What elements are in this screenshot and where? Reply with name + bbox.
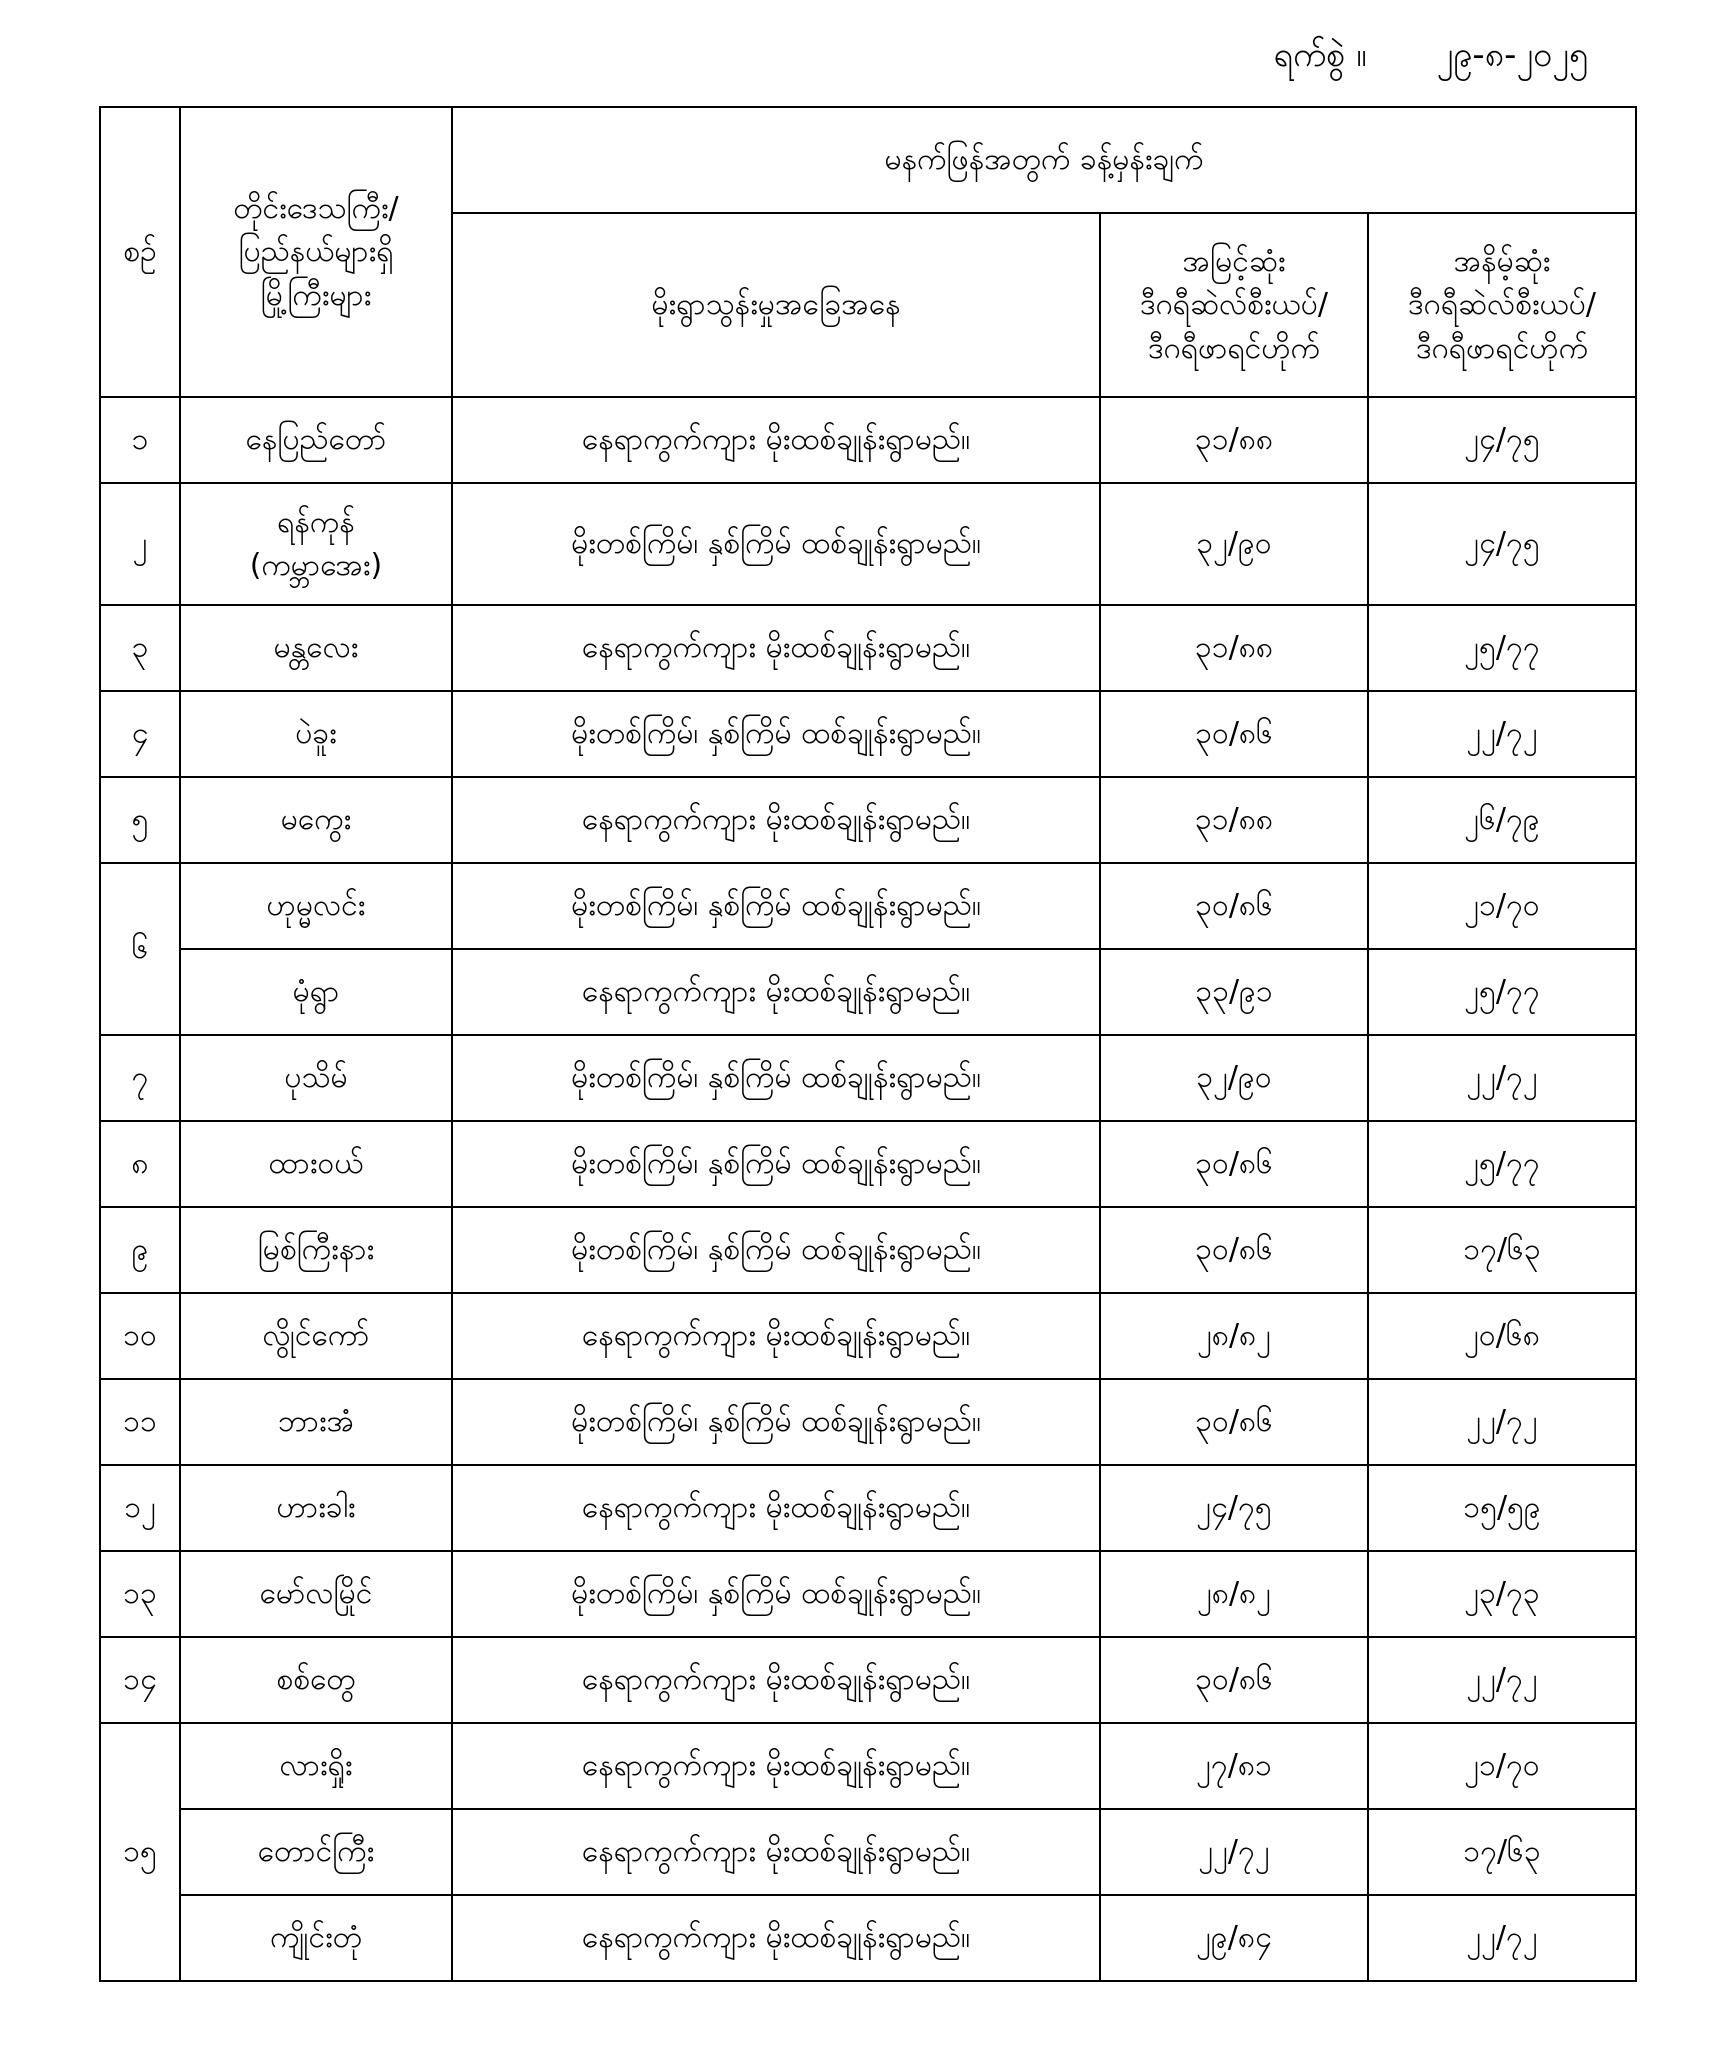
cell-min: ၂၁/၇၀ bbox=[1368, 1723, 1636, 1809]
table-row bbox=[100, 1551, 1636, 1637]
cell-max: ၃၂/၉၀ bbox=[1100, 483, 1368, 605]
table-row bbox=[100, 691, 1636, 777]
cell-condition: မိုးတစ်ကြိမ်၊ နှစ်ကြိမ် ထစ်ချုန်းရွာမည်။ bbox=[452, 1379, 1100, 1465]
cell-no: ၁၂ bbox=[100, 1465, 180, 1551]
cell-min: ၂၂/၇၂ bbox=[1368, 1379, 1636, 1465]
date-label: ရက်စွဲ ။ bbox=[1273, 35, 1367, 75]
header-no: စဉ် bbox=[100, 107, 180, 397]
cell-condition: မိုးတစ်ကြိမ်၊ နှစ်ကြိမ် ထစ်ချုန်းရွာမည်။ bbox=[452, 691, 1100, 777]
cell-min: ၁၇/၆၃ bbox=[1368, 1809, 1636, 1895]
cell-max: ၃၀/၈၆ bbox=[1100, 1121, 1368, 1207]
cell-max: ၃၃/၉၁ bbox=[1100, 949, 1368, 1035]
cell-condition: နေရာကွက်ကျား မိုးထစ်ချုန်းရွာမည်။ bbox=[452, 1895, 1100, 1981]
cell-min: ၂၁/၇၀ bbox=[1368, 863, 1636, 949]
cell-min: ၂၂/၇၂ bbox=[1368, 1895, 1636, 1981]
cell-city: မုံရွာ bbox=[180, 949, 452, 1035]
cell-min: ၂၅/၇၇ bbox=[1368, 1121, 1636, 1207]
header-min-line-1: အနိမ့်ဆုံး bbox=[1453, 243, 1551, 279]
cell-max: ၂၄/၇၅ bbox=[1100, 1465, 1368, 1551]
table-row bbox=[100, 605, 1636, 691]
cell-min: ၁၇/၆၃ bbox=[1368, 1207, 1636, 1293]
cell-condition: နေရာကွက်ကျား မိုးထစ်ချုန်းရွာမည်။ bbox=[452, 605, 1100, 691]
cell-condition: မိုးတစ်ကြိမ်၊ နှစ်ကြိမ် ထစ်ချုန်းရွာမည်။ bbox=[452, 863, 1100, 949]
cell-condition: နေရာကွက်ကျား မိုးထစ်ချုန်းရွာမည်။ bbox=[452, 1723, 1100, 1809]
cell-city: တောင်ကြီး bbox=[180, 1809, 452, 1895]
cell-city: ကျိုင်းတုံ bbox=[180, 1895, 452, 1981]
header-condition: မိုးရွာသွန်းမှုအခြေအနေ bbox=[452, 213, 1100, 397]
cell-condition: နေရာကွက်ကျား မိုးထစ်ချုန်းရွာမည်။ bbox=[452, 1637, 1100, 1723]
cell-min: ၂၂/၇၂ bbox=[1368, 691, 1636, 777]
cell-min: ၂၂/၇၂ bbox=[1368, 1637, 1636, 1723]
cell-max: ၃၀/၈၆ bbox=[1100, 1207, 1368, 1293]
table-row bbox=[100, 949, 1636, 1035]
cell-min: ၂၄/၇၅ bbox=[1368, 483, 1636, 605]
cell-city: လွိုင်ကော် bbox=[180, 1293, 452, 1379]
cell-no: ၃ bbox=[100, 605, 180, 691]
header-max bbox=[1100, 213, 1368, 397]
cell-condition: မိုးတစ်ကြိမ်၊ နှစ်ကြိမ် ထစ်ချုန်းရွာမည်။ bbox=[452, 1551, 1100, 1637]
table-row bbox=[100, 483, 1636, 605]
cell-min: ၂၀/၆၈ bbox=[1368, 1293, 1636, 1379]
cell-min: ၁၅/၅၉ bbox=[1368, 1465, 1636, 1551]
cell-city: ဟားခါး bbox=[180, 1465, 452, 1551]
cell-city-note: (ကမ္ဘာအေး) bbox=[249, 548, 383, 583]
cell-city: ပုသိမ် bbox=[180, 1035, 452, 1121]
table-row bbox=[100, 1895, 1636, 1981]
header-min-line-3: ဒီဂရီဖာရင်ဟိုက် bbox=[1415, 330, 1589, 366]
table-row bbox=[100, 1723, 1636, 1809]
cell-max: ၃၁/၈၈ bbox=[1100, 605, 1368, 691]
cell-city: မကွေး bbox=[180, 777, 452, 863]
cell-no: ၁ bbox=[100, 397, 180, 483]
cell-condition: မိုးတစ်ကြိမ်၊ နှစ်ကြိမ် ထစ်ချုန်းရွာမည်။ bbox=[452, 1207, 1100, 1293]
cell-no: ၁၃ bbox=[100, 1551, 180, 1637]
cell-city: မော်လမြိုင် bbox=[180, 1551, 452, 1637]
cell-no: ၉ bbox=[100, 1207, 180, 1293]
cell-condition: နေရာကွက်ကျား မိုးထစ်ချုန်းရွာမည်။ bbox=[452, 1465, 1100, 1551]
forecast-table bbox=[99, 106, 1637, 1982]
cell-max: ၃၁/၈၈ bbox=[1100, 777, 1368, 863]
cell-city bbox=[180, 483, 452, 605]
cell-city: ပဲခူး bbox=[180, 691, 452, 777]
cell-city: လားရှိုး bbox=[180, 1723, 452, 1809]
document-date bbox=[1274, 32, 1588, 83]
header-city bbox=[180, 107, 452, 397]
table-row bbox=[100, 1379, 1636, 1465]
header-max-line-1: အမြင့်ဆုံး bbox=[1182, 243, 1286, 279]
header-forecast-group: မနက်ဖြန်အတွက် ခန့်မှန်းချက် bbox=[452, 107, 1636, 213]
table-row bbox=[100, 1293, 1636, 1379]
cell-no: ၇ bbox=[100, 1035, 180, 1121]
table-row bbox=[100, 1809, 1636, 1895]
cell-city-name: ရန်ကုန် bbox=[277, 504, 355, 540]
cell-min: ၂၅/၇၇ bbox=[1368, 949, 1636, 1035]
cell-city: ထားဝယ် bbox=[180, 1121, 452, 1207]
cell-max: ၂၈/၈၂ bbox=[1100, 1551, 1368, 1637]
header-min-line-2: ဒီဂရီဆဲလ်စီးယပ်/ bbox=[1408, 287, 1596, 323]
cell-no: ၆ bbox=[100, 863, 180, 1035]
header-row-top bbox=[100, 107, 1636, 213]
cell-condition: မိုးတစ်ကြိမ်၊ နှစ်ကြိမ် ထစ်ချုန်းရွာမည်။ bbox=[452, 1121, 1100, 1207]
header-city-line-3: မြို့ကြီးများ bbox=[260, 277, 372, 313]
cell-max: ၃၀/၈၆ bbox=[1100, 1379, 1368, 1465]
cell-no: ၅ bbox=[100, 777, 180, 863]
cell-city: မန္တလေး bbox=[180, 605, 452, 691]
cell-no: ၈ bbox=[100, 1121, 180, 1207]
table-row bbox=[100, 863, 1636, 949]
header-min bbox=[1368, 213, 1636, 397]
cell-max: ၂၂/၇၂ bbox=[1100, 1809, 1368, 1895]
cell-max: ၃၀/၈၆ bbox=[1100, 863, 1368, 949]
cell-no: ၁၁ bbox=[100, 1379, 180, 1465]
header-city-line-2: ပြည်နယ်များရှိ bbox=[238, 234, 394, 270]
cell-condition: မိုးတစ်ကြိမ်၊ နှစ်ကြိမ် ထစ်ချုန်းရွာမည်။ bbox=[452, 483, 1100, 605]
cell-city: နေပြည်တော် bbox=[180, 397, 452, 483]
cell-max: ၂၇/၈၁ bbox=[1100, 1723, 1368, 1809]
table-row bbox=[100, 1637, 1636, 1723]
cell-condition: နေရာကွက်ကျား မိုးထစ်ချုန်းရွာမည်။ bbox=[452, 1809, 1100, 1895]
cell-no: ၁၄ bbox=[100, 1637, 180, 1723]
cell-condition: မိုးတစ်ကြိမ်၊ နှစ်ကြိမ် ထစ်ချုန်းရွာမည်။ bbox=[452, 1035, 1100, 1121]
cell-max: ၃၀/၈၆ bbox=[1100, 691, 1368, 777]
cell-max: ၂၉/၈၄ bbox=[1100, 1895, 1368, 1981]
cell-city: ဟုမ္မလင်း bbox=[180, 863, 452, 949]
header-max-line-3: ဒီဂရီဖာရင်ဟိုက် bbox=[1147, 330, 1321, 366]
cell-min: ၂၄/၇၅ bbox=[1368, 397, 1636, 483]
cell-city: မြစ်ကြီးနား bbox=[180, 1207, 452, 1293]
cell-max: ၃၂/၉၀ bbox=[1100, 1035, 1368, 1121]
cell-condition: နေရာကွက်ကျား မိုးထစ်ချုန်းရွာမည်။ bbox=[452, 1293, 1100, 1379]
cell-city: ဘားအံ bbox=[180, 1379, 452, 1465]
cell-condition: နေရာကွက်ကျား မိုးထစ်ချုန်းရွာမည်။ bbox=[452, 777, 1100, 863]
cell-no: ၂ bbox=[100, 483, 180, 605]
cell-condition: နေရာကွက်ကျား မိုးထစ်ချုန်းရွာမည်။ bbox=[452, 397, 1100, 483]
cell-max: ၃၀/၈၆ bbox=[1100, 1637, 1368, 1723]
table-row bbox=[100, 1465, 1636, 1551]
cell-min: ၂၂/၇၂ bbox=[1368, 1035, 1636, 1121]
date-value: ၂၉-၈-၂၀၂၅ bbox=[1436, 35, 1588, 75]
cell-min: ၂၅/၇၇ bbox=[1368, 605, 1636, 691]
cell-min: ၂၆/၇၉ bbox=[1368, 777, 1636, 863]
cell-no: ၄ bbox=[100, 691, 180, 777]
header-max-line-2: ဒီဂရီဆဲလ်စီးယပ်/ bbox=[1140, 287, 1328, 323]
cell-no: ၁၀ bbox=[100, 1293, 180, 1379]
cell-condition: နေရာကွက်ကျား မိုးထစ်ချုန်းရွာမည်။ bbox=[452, 949, 1100, 1035]
table-row bbox=[100, 1035, 1636, 1121]
cell-min: ၂၃/၇၃ bbox=[1368, 1551, 1636, 1637]
header-city-line-1: တိုင်းဒေသကြီး/ bbox=[233, 190, 399, 226]
cell-max: ၃၁/၈၈ bbox=[1100, 397, 1368, 483]
cell-max: ၂၈/၈၂ bbox=[1100, 1293, 1368, 1379]
table-row bbox=[100, 1207, 1636, 1293]
table-row bbox=[100, 777, 1636, 863]
cell-no: ၁၅ bbox=[100, 1723, 180, 1981]
table-row bbox=[100, 1121, 1636, 1207]
table-row bbox=[100, 397, 1636, 483]
cell-city: စစ်တွေ bbox=[180, 1637, 452, 1723]
